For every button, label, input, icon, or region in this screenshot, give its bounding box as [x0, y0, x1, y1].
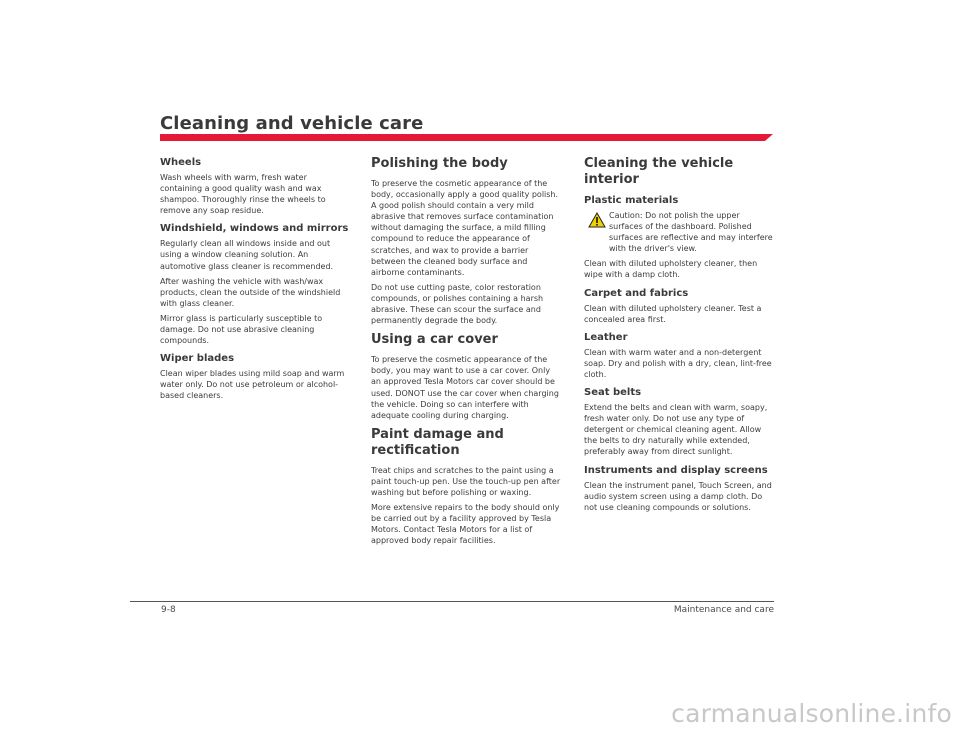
heading-wheels: Wheels [160, 157, 202, 168]
car-cover-text: To preserve the cosmetic appearance of the body, you may want to use a car cover. Only an approved Tesla Motors car cover should be used. DONOT use the car cover when charging the vehicle. Doing so can interfere with adequate cooling during charging. [371, 355, 559, 420]
polishing-text-2: Do not use cutting paste, color restoration compounds, or polishes containing a harsh abrasive. These can scour the surface and permanently degrade the body. [371, 282, 544, 326]
watermark: carmanualsonline.info [671, 699, 952, 728]
paint-text-1: Treat chips and scratches to the paint using a paint touch-up pen. Use the touch-up pen after washing but before polishing or waxing. [371, 465, 561, 497]
section-polishing [371, 156, 562, 326]
heading-car-cover: Using a car cover [371, 332, 498, 348]
footer-section-title: Maintenance and care [673, 605, 774, 615]
wheels-text: Wash wheels with warm, fresh water containing a good quality wash and wax shampoo. Thoroughly rinse the wheels to remove any soap residue. [160, 173, 326, 216]
windshield-text-1: Regularly clean all windows inside and out using a window cleaning solution. An automotive glass cleaner is recommended. [160, 239, 334, 271]
section-leather [584, 331, 774, 380]
heading-carpet: Carpet and fabrics [584, 287, 689, 299]
column-3 [584, 156, 774, 519]
leather-text: Clean with warm water and a non-detergent soap. Dry and polish with a dry, clean, lint-free cloth. [584, 347, 772, 379]
seat-belts-text: Extend the belts and clean with warm, soapy, fresh water only. Do not use any type of detergent or chemical cleaning agent. Allow the belts to dry naturally while extended, preferably away from direct sunlight. [584, 403, 768, 457]
paint-text-2: More extensive repairs to the body should only be carried out by a facility approved by Tesla Motors. Contact Tesla Motors for a list of approved body repair facilities. [371, 503, 560, 546]
page-number: 9-8 [161, 605, 176, 615]
windshield-text-3: Mirror glass is particularly susceptible to damage. Do not use abrasive cleaning compounds. [160, 313, 323, 346]
heading-paint-damage: Paint damage and rectification [371, 426, 504, 458]
section-wheels [160, 156, 350, 216]
footer-rule [130, 601, 774, 602]
polishing-text-1: To preserve the cosmetic appearance of the body, occasionally apply a good quality polish. A good polish should contain a very mild abrasive that removes surface contamination without damaging the surface, a mild filling compound to reduce the appearance of scratches, and wax to provide a barrier between the cleaned body surface and airborne contaminants. [371, 179, 559, 277]
section-paint-damage [371, 427, 562, 547]
heading-instruments: Instruments and display screens [584, 464, 768, 476]
plastic-text-2: Clean with diluted upholstery cleaner, then wipe with a damp cloth. [584, 259, 758, 280]
title-accent-rule [160, 134, 773, 141]
heading-interior: Cleaning the vehicle interior [584, 156, 734, 187]
carpet-text: Clean with diluted upholstery cleaner. Test a concealed area first. [584, 303, 762, 324]
caution-text: Caution: Do not polish the upper surfaces of the dashboard. Polished surfaces are reflective and may interfere with the driver's view. [609, 211, 773, 254]
heading-plastic: Plastic materials [584, 195, 679, 206]
instruments-text: Clean the instrument panel, Touch Screen, and audio system screen using a damp cloth. Do not use cleaning compounds or solutions. [584, 480, 772, 512]
caution-box [584, 210, 774, 254]
section-carpet [584, 287, 774, 325]
heading-polishing: Polishing the body [371, 156, 508, 171]
heading-leather: Leather [584, 331, 628, 343]
heading-windshield: Windshield, windows and mirrors [160, 223, 349, 235]
heading-wiper-blades: Wiper blades [160, 353, 235, 365]
windshield-text-2: After washing the vehicle with wash/wax products, clean the outside of the windshield with glass cleaner. [160, 276, 341, 308]
section-plastic [584, 194, 774, 281]
heading-seat-belts: Seat belts [584, 387, 642, 399]
section-windshield [160, 222, 350, 346]
page-title: Cleaning and vehicle care [160, 113, 424, 134]
section-seat-belts [584, 386, 774, 457]
wiper-blades-text: Clean wiper blades using mild soap and warm water only. Do not use petroleum or alcohol-based cleaners. [160, 369, 345, 401]
section-wiper-blades [160, 352, 350, 401]
column-2 [371, 156, 562, 552]
section-car-cover [371, 332, 562, 421]
column-1 [160, 156, 350, 408]
section-instruments [584, 464, 774, 513]
